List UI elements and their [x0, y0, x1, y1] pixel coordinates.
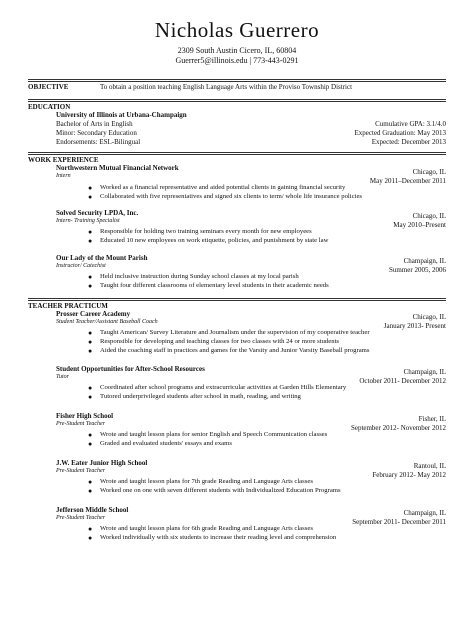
job-bullet: Held inclusive instruction during Sunday school classes at my local parish [100, 273, 299, 280]
job-org: Jefferson Middle School [56, 506, 129, 514]
job-role: Intern [56, 173, 71, 179]
job-location: Champaign, IL [403, 368, 446, 376]
job-bullet: Taught American/ Survey Literature and Journalism under the supervision of my cooperative teacher [100, 329, 370, 336]
job-bullet: Worked one on one with seven different students with Individualized Education Programs [100, 487, 341, 494]
job-dates: October 2011- December 2012 [359, 377, 446, 385]
bullet-icon: ● [88, 282, 93, 290]
job-location: Champaign, IL [403, 509, 446, 517]
job-bullet: Collaborated with five representatives and signed six clients to term/ whole life insurance policies [100, 193, 363, 200]
objective-text: To obtain a position teaching English Language Arts within the Proviso Township District [100, 83, 353, 91]
job-location: Rantoul, IL [413, 462, 446, 470]
job-bullet: Responsible for holding two training seminars every month for new employees [100, 228, 312, 235]
job-bullet: Taught four different classrooms of elementary level students in their academic needs [100, 282, 329, 289]
job-role: Pre-Student Teacher [56, 515, 106, 521]
job-bullet: Wrote and taught lesson plans for 7th grade Reading and Language Arts classes [100, 478, 313, 485]
degree: Bachelor of Arts in English [56, 120, 133, 128]
job-bullet: Aided the coaching staff in practices and games for the Varsity and Junior Varsity Baseball programs [100, 347, 370, 354]
applicant-name: Nicholas Guerrero [154, 18, 320, 42]
objective-heading: OBJECTIVE [28, 83, 69, 91]
job-dates: September 2012- November 2012 [350, 424, 446, 432]
bullet-icon: ● [88, 478, 93, 486]
bullet-icon: ● [88, 237, 93, 245]
job-dates: February 2012- May 2012 [372, 471, 446, 479]
job-org: Fisher High School [56, 412, 114, 420]
job-location: Champaign, IL [403, 257, 446, 265]
bullet-icon: ● [88, 329, 93, 337]
job-bullet: Educated 10 new employees on work etiquette, policies, and punishment by state law [100, 237, 329, 244]
job-role: Tutor [56, 374, 70, 380]
work-heading: WORK EXPERIENCE [28, 156, 99, 164]
job-org: Solved Security LPDA, Inc. [56, 209, 139, 217]
job-bullet: Graded and evaluated students' essays and exams [100, 440, 232, 447]
job-dates: January 2013- Present [383, 322, 446, 330]
expected-graduation: Expected Graduation: May 2013 [354, 129, 446, 137]
bullet-icon: ● [88, 273, 93, 281]
bullet-icon: ● [88, 393, 93, 401]
contact-line: Guerrer5@illinois.edu | 773-443-0291 [175, 56, 299, 65]
job-role: Intern- Training Specialist [56, 218, 120, 224]
job-org: Prosser Career Academy [56, 310, 131, 318]
section-divider [28, 298, 446, 301]
bullet-icon: ● [88, 228, 93, 236]
endorsements: Endorsements: ESL-Bilingual [56, 138, 141, 146]
bullet-icon: ● [88, 347, 93, 355]
job-org: Northwestern Mutual Financial Network [56, 164, 179, 172]
school-name: University of Illinois at Urbana-Champaign [56, 111, 187, 119]
job-bullet: Coordinated after school programs and extracurricular activities at Garden Hills Elementary [100, 384, 347, 391]
bullet-icon: ● [88, 338, 93, 346]
job-role: Instructor/ Catechist [56, 263, 106, 269]
job-bullet: Worked individually with six students to increase their reading level and comprehension [100, 534, 337, 541]
bullet-icon: ● [88, 534, 93, 542]
job-bullet: Wrote and taught lesson plans for 6th grade Reading and Language Arts classes [100, 525, 313, 532]
bullet-icon: ● [88, 525, 93, 533]
job-location: Chicago, IL [412, 313, 446, 321]
job-org: Our Lady of the Mount Parish [56, 254, 148, 262]
job-dates: Summer 2005, 2006 [389, 266, 446, 274]
job-location: Fisher, IL [418, 415, 446, 423]
address: 2309 South Austin Cicero, IL, 60804 [177, 46, 297, 55]
bullet-icon: ● [88, 184, 93, 192]
education-heading: EDUCATION [28, 103, 71, 111]
bullet-icon: ● [88, 487, 93, 495]
job-location: Chicago, IL [412, 212, 446, 220]
job-role: Pre-Student Teacher [56, 468, 106, 474]
job-location: Chicago, IL [412, 168, 446, 176]
bullet-icon: ● [88, 440, 93, 448]
bullet-icon: ● [88, 384, 93, 392]
practicum-heading: TEACHER PRACTICUM [28, 302, 108, 310]
job-dates: September 2011- December 2011 [352, 518, 446, 526]
job-dates: May 2011–December 2011 [369, 177, 446, 185]
job-bullet: Tutored underprivileged students after school in math, reading, and writing [100, 393, 301, 400]
bullet-icon: ● [88, 431, 93, 439]
bullet-icon: ● [88, 193, 93, 201]
section-divider [28, 152, 446, 155]
job-bullet: Responsible for developing and teaching classes for two classes with 24 or more students [100, 338, 340, 345]
job-bullet: Wrote and taught lesson plans for senior English and Speech Communication classes [100, 431, 328, 438]
job-org: J.W. Eater Junior High School [56, 459, 148, 467]
minor: Minor: Secondary Education [56, 129, 137, 137]
job-bullet: Worked as a financial representative and aided potential clients in gaining financial security [100, 184, 346, 191]
gpa: Cumulative GPA: 3.1/4.0 [375, 120, 446, 128]
job-role: Pre-Student Teacher [56, 421, 106, 427]
section-divider [28, 99, 446, 102]
section-divider [28, 79, 446, 82]
job-role: Student Teacher/Assistant Baseball Coach [56, 319, 158, 325]
job-dates: May 2010–Present [393, 221, 446, 229]
expected-date: Expected: December 2013 [371, 138, 446, 146]
job-org: Student Opportunities for After-School Resources [56, 365, 205, 373]
